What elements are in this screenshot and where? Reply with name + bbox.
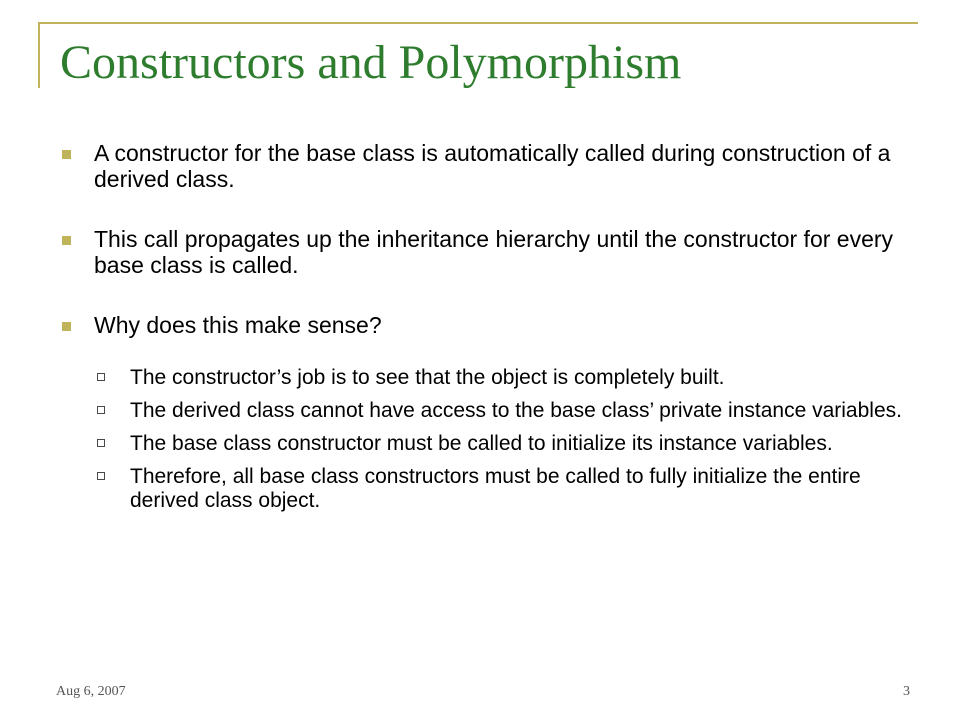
footer-date: Aug 6, 2007 <box>56 684 126 699</box>
bullet-item <box>60 226 910 278</box>
square-bullet-icon <box>62 150 71 159</box>
hollow-square-bullet-icon <box>97 472 105 480</box>
slide-frame-top-border <box>38 22 918 24</box>
square-bullet-icon <box>62 236 71 245</box>
bullet-text: This call propagates up the inheritance hierarchy until the constructor for every base class is called. <box>94 226 894 278</box>
sub-bullet-text: The derived class cannot have access to the base class’ private instance variables. <box>130 399 902 422</box>
bullet-item <box>60 312 910 338</box>
sub-bullet-text: The base class constructor must be called to initialize its instance variables. <box>130 432 833 455</box>
sub-bullet-list <box>60 366 910 513</box>
square-bullet-icon <box>62 322 71 331</box>
bullet-text: Why does this make sense? <box>94 312 382 338</box>
hollow-square-bullet-icon <box>97 406 105 414</box>
sub-bullet-item <box>94 465 910 513</box>
slide-content <box>60 140 910 522</box>
slide-frame-left-border <box>38 22 40 88</box>
sub-bullet-item <box>94 432 910 456</box>
sub-bullet-item <box>94 399 910 423</box>
hollow-square-bullet-icon <box>97 439 105 447</box>
slide-title: Constructors and Polymorphism <box>60 36 682 89</box>
sub-bullet-text: The constructor’s job is to see that the object is completely built. <box>130 366 725 389</box>
bullet-item <box>60 140 910 192</box>
footer-page-number: 3 <box>903 684 910 699</box>
sub-bullet-item <box>94 366 910 390</box>
hollow-square-bullet-icon <box>97 373 105 381</box>
sub-bullet-text: Therefore, all base class constructors must be called to fully initialize the entire derived class object. <box>130 465 861 512</box>
bullet-text: A constructor for the base class is automatically called during construction of a derived class. <box>94 140 891 192</box>
